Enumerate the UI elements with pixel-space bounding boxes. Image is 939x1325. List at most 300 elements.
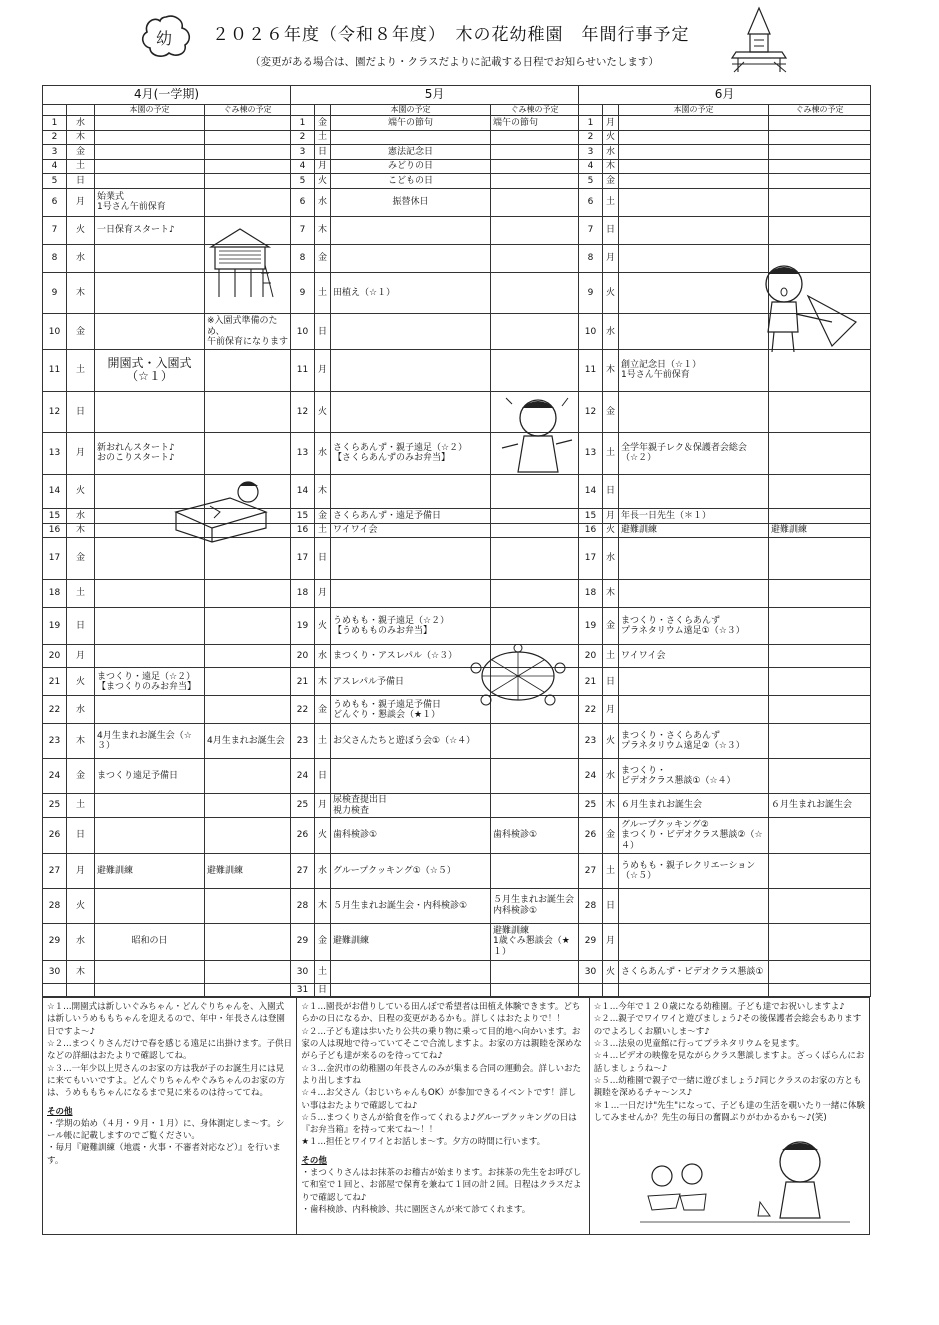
day-number: 3	[291, 145, 315, 160]
day-number: 25	[579, 793, 603, 817]
day-number: 5	[291, 174, 315, 189]
note-item: ☆１…今年で１２０歳になる幼稚園。子ども達でお祝いしますよ♪	[593, 1002, 845, 1012]
main-event	[331, 759, 491, 794]
day-number: 25	[291, 793, 315, 817]
main-event: うめもも・親子レクリエーション （☆５）	[619, 854, 769, 889]
main-event	[619, 314, 769, 350]
weekday: 土	[603, 644, 619, 668]
gumi-event	[491, 145, 579, 160]
weekday: 日	[67, 607, 95, 644]
weekday: 火	[67, 668, 95, 696]
weekday: 木	[67, 724, 95, 759]
weekday: 木	[67, 960, 95, 984]
day-number: 19	[43, 607, 67, 644]
day-number: 27	[579, 854, 603, 889]
weekday: 金	[315, 696, 331, 724]
main-event: 避難訓練	[619, 523, 769, 538]
calendar-row	[43, 145, 871, 160]
day-number: 28	[291, 888, 315, 923]
main-event	[619, 272, 769, 313]
day-number: 13	[291, 433, 315, 474]
weekday: 水	[315, 188, 331, 216]
day-number: 30	[43, 960, 67, 984]
gumi-event	[769, 116, 871, 131]
day-number: 10	[43, 314, 67, 350]
main-event	[95, 116, 205, 131]
col-main-may: 本園の予定	[331, 105, 491, 116]
gumi-event	[205, 391, 291, 432]
calendar-row	[43, 272, 871, 313]
weekday: 火	[67, 888, 95, 923]
day-number: 29	[291, 923, 315, 960]
main-event: こどもの日	[331, 174, 491, 189]
weekday: 水	[315, 644, 331, 668]
weekday: 火	[603, 724, 619, 759]
gumi-event	[205, 818, 291, 854]
gumi-event	[205, 174, 291, 189]
day-number: 24	[43, 759, 67, 794]
weekday: 金	[67, 538, 95, 579]
day-number: 21	[291, 668, 315, 696]
main-event	[95, 159, 205, 174]
main-event	[95, 960, 205, 984]
day-number: 13	[579, 433, 603, 474]
gumi-event	[769, 391, 871, 432]
notes-april-other-title: その他	[47, 1106, 73, 1117]
gumi-event	[769, 960, 871, 984]
day-number: 30	[579, 960, 603, 984]
day-number: 29	[579, 923, 603, 960]
day-number: 17	[43, 538, 67, 579]
main-event	[95, 888, 205, 923]
main-event	[331, 960, 491, 984]
weekday: 木	[603, 350, 619, 391]
main-event: まつくり・アスレパル（☆３）	[331, 644, 491, 668]
day-number: 12	[579, 391, 603, 432]
main-event	[331, 130, 491, 145]
main-event: 避難訓練	[331, 923, 491, 960]
day-number: 14	[43, 474, 67, 509]
main-event: まつくり・さくらあんず プラネタリウム遠足②（☆３）	[619, 724, 769, 759]
main-event: 避難訓練	[95, 854, 205, 889]
weekday: 日	[315, 538, 331, 579]
day-number: 2	[43, 130, 67, 145]
weekday: 火	[603, 130, 619, 145]
calendar-row	[43, 216, 871, 244]
main-event	[331, 350, 491, 391]
day-number: 18	[291, 579, 315, 607]
main-event	[619, 888, 769, 923]
gumi-event	[205, 188, 291, 216]
day-number: 2	[579, 130, 603, 145]
note-item: ☆３…金沢市の幼稚園の年長さんのみが集まる合同の運動会。詳しいおたより出しますね	[301, 1063, 582, 1086]
main-event	[619, 145, 769, 160]
stilt-house-illustration-icon	[205, 225, 275, 300]
day-number: 26	[43, 818, 67, 854]
weekday: 金	[67, 759, 95, 794]
weekday: 木	[67, 523, 95, 538]
day-number: 16	[291, 523, 315, 538]
day-number: 3	[43, 145, 67, 160]
calendar-row	[43, 888, 871, 923]
weekday: 金	[315, 116, 331, 131]
gumi-event: 避難訓練	[769, 523, 871, 538]
calendar-row	[43, 350, 871, 391]
main-event: グループクッキング② まつくり・ビデオクラス懇談②（☆４）	[619, 818, 769, 854]
calendar-row	[43, 668, 871, 696]
day-number: 7	[291, 216, 315, 244]
day-number: 25	[43, 793, 67, 817]
weekday: 水	[67, 116, 95, 131]
weekday: 土	[603, 433, 619, 474]
main-event	[619, 159, 769, 174]
main-event	[331, 216, 491, 244]
weekday: 金	[315, 244, 331, 272]
gumi-event	[205, 644, 291, 668]
main-event	[95, 607, 205, 644]
gumi-event	[491, 174, 579, 189]
day-number: 24	[579, 759, 603, 794]
note-item: ☆４…お父さん（おじいちゃんもOK）が参加できるイベントです！詳しい事はおたよりで確認してね♪	[301, 1088, 577, 1111]
calendar-row	[43, 696, 871, 724]
weekday: 土	[67, 793, 95, 817]
gumi-event	[491, 724, 579, 759]
weekday: 日	[67, 174, 95, 189]
day-number: 23	[291, 724, 315, 759]
day-number: 24	[291, 759, 315, 794]
note-item: ☆２…まつくりさんだけで春を感じる遠足に出掛けます。子供日などの詳細はおたよりで確認してね。	[47, 1038, 292, 1062]
weekday: 金	[603, 607, 619, 644]
empty-cell	[579, 984, 603, 997]
main-event: アスレパル予備日	[331, 668, 491, 696]
day-number: 17	[291, 538, 315, 579]
main-event: 全学年親子レク＆保護者会総会 （☆２）	[619, 433, 769, 474]
note-item: ☆３…一年少以上児さんのお家の方は我が子のお誕生月には見に来てもいいですよ。どんぐりちゃんやぐみちゃんのお家の方は、うめももちゃんになるまで見に来るのは待っててね。	[47, 1063, 286, 1099]
main-event: 端午の節句	[331, 116, 491, 131]
empty-cell	[619, 984, 769, 997]
weekday: 金	[603, 818, 619, 854]
day-number: 13	[43, 433, 67, 474]
calendar-row	[43, 854, 871, 889]
gumi-event	[491, 984, 579, 997]
weekday: 日	[603, 474, 619, 509]
weekday: 水	[67, 244, 95, 272]
main-event: ５月生まれお誕生会・内科検診①	[331, 888, 491, 923]
weekday: 月	[67, 188, 95, 216]
weekday: 金	[67, 314, 95, 350]
day-number: 1	[579, 116, 603, 131]
gumi-event	[205, 433, 291, 474]
gumi-event	[205, 696, 291, 724]
weekday: 日	[603, 888, 619, 923]
main-event	[95, 579, 205, 607]
notes-april	[43, 998, 297, 1234]
gumi-event	[769, 668, 871, 696]
day-number: 15	[43, 509, 67, 524]
weekday: 金	[315, 509, 331, 524]
child-box-illustration-icon	[170, 478, 270, 544]
calendar-row	[43, 130, 871, 145]
note-item: ・毎月『避難訓練（地震・火事・不審者対応など）』を行います。	[47, 1143, 281, 1166]
gumi-event	[769, 759, 871, 794]
main-event	[95, 130, 205, 145]
gumi-event	[205, 116, 291, 131]
gumi-event	[491, 538, 579, 579]
gumi-event: ５月生まれお誕生会 内科検診①	[491, 888, 579, 923]
day-number: 8	[579, 244, 603, 272]
gumi-event: 避難訓練 1歳ぐみ懇談会（★１）	[491, 923, 579, 960]
main-event: さくらあんず・ビデオクラス懇談①	[619, 960, 769, 984]
day-number: 9	[43, 272, 67, 313]
main-event: 創立記念日（☆１） 1号さん午前保育	[619, 350, 769, 391]
weekday: 火	[603, 523, 619, 538]
weekday: 月	[67, 433, 95, 474]
gumi-event	[491, 188, 579, 216]
empty-cell	[43, 984, 67, 997]
day-number: 9	[579, 272, 603, 313]
gumi-event	[205, 960, 291, 984]
note-item: ☆５…幼稚園で親子で一緒に遊びましょう♪同じクラスのお家の方とも親睦を深めるチャ～ンス♪	[593, 1075, 862, 1099]
main-event: グループクッキング①（☆５）	[331, 854, 491, 889]
main-event	[331, 984, 491, 997]
day-number: 1	[43, 116, 67, 131]
gumi-event	[491, 759, 579, 794]
weekday: 水	[603, 759, 619, 794]
main-event	[95, 818, 205, 854]
main-event: 4月生まれお誕生会（☆３）	[95, 724, 205, 759]
gumi-event	[769, 509, 871, 524]
main-event: うめもも・親子遠足（☆２） 【うめもものみお弁当】	[331, 607, 491, 644]
weekday: 木	[315, 474, 331, 509]
weekday: 水	[315, 854, 331, 889]
main-event	[619, 116, 769, 131]
calendar-row	[43, 724, 871, 759]
main-event	[619, 668, 769, 696]
day-number: 7	[43, 216, 67, 244]
col-gumi-may: ぐみ棟の予定	[491, 105, 579, 116]
note-item: ・まつくりさんはお抹茶のお稽古が始まります。お抹茶の先生をお呼びして和室で１回と、お部屋で保育を兼ねて１回の計２回。日程はクラスだよりで確認してね♪	[301, 1168, 582, 1203]
day-number: 16	[43, 523, 67, 538]
month-header-apr: 4月(一学期)	[43, 86, 291, 105]
main-event	[619, 579, 769, 607]
main-event: お父さんたちと遊ぼう会①（☆４）	[331, 724, 491, 759]
gumi-event	[769, 607, 871, 644]
calendar-row	[43, 523, 871, 538]
main-event	[619, 130, 769, 145]
day-number: 19	[291, 607, 315, 644]
calendar-row	[43, 474, 871, 509]
note-item: ☆４…ビデオの映像を見ながらクラス懇談しますよ。ざっくばらんにお話しましょうね～♪	[593, 1051, 865, 1074]
gumi-event	[205, 350, 291, 391]
day-number: 10	[579, 314, 603, 350]
weekday: 月	[603, 116, 619, 131]
main-event: ワイワイ会	[619, 644, 769, 668]
day-number: 17	[579, 538, 603, 579]
calendar-row	[43, 644, 871, 668]
gumi-event: 4月生まれお誕生会	[205, 724, 291, 759]
gumi-event	[205, 793, 291, 817]
main-event: 憲法記念日	[331, 145, 491, 160]
day-number: 11	[579, 350, 603, 391]
weekday: 月	[67, 854, 95, 889]
main-event: まつくり遠足予備日	[95, 759, 205, 794]
weekday: 木	[603, 579, 619, 607]
note-item: ☆１…園長がお借りしている田んぼで希望者は田植え体験できます。どちらかの日になるか、日程の変更があるかも。詳しくはおたよりで！！	[301, 1002, 581, 1025]
weekday: 火	[67, 216, 95, 244]
day-number: 20	[579, 644, 603, 668]
day-number: 23	[579, 724, 603, 759]
weekday: 木	[315, 216, 331, 244]
weekday: 木	[603, 159, 619, 174]
calendar-row	[43, 509, 871, 524]
weekday: 日	[603, 216, 619, 244]
weekday: 水	[603, 314, 619, 350]
day-number: 28	[43, 888, 67, 923]
month-header-jun: 6月	[579, 86, 871, 105]
gumi-event	[205, 538, 291, 579]
day-number: 4	[291, 159, 315, 174]
calendar-row	[43, 818, 871, 854]
weekday: 土	[67, 350, 95, 391]
gumi-event	[769, 159, 871, 174]
main-event	[95, 145, 205, 160]
note-item: ★１…担任とワイワイとお話しま～す。夕方の時間に行います。	[301, 1137, 546, 1148]
main-event	[331, 579, 491, 607]
day-number: 9	[291, 272, 315, 313]
calendar-row	[43, 579, 871, 607]
day-number: 30	[291, 960, 315, 984]
weekday: 土	[603, 188, 619, 216]
school-logo-icon	[140, 14, 192, 58]
calendar-row	[43, 793, 871, 817]
gumi-event	[205, 923, 291, 960]
main-event: みどりの日	[331, 159, 491, 174]
weekday: 火	[603, 960, 619, 984]
calendar-row	[43, 174, 871, 189]
main-event: 田植え（☆１）	[331, 272, 491, 313]
gumi-event	[491, 244, 579, 272]
gumi-event	[205, 607, 291, 644]
gumi-event	[491, 272, 579, 313]
weekday: 水	[315, 433, 331, 474]
note-item: ＊１…一日だけ"先生"になって、子ども達の生活を覗いたり一緒に体験してみませんか？先生の毎日の奮闘ぶりがわかるかも～♪(笑)	[593, 1100, 865, 1123]
gumi-event	[491, 854, 579, 889]
main-event: 尿検査提出日 視力検査	[331, 793, 491, 817]
note-item: ・歯科検診、内科検診、共に園医さんが来て診てくれます。	[301, 1205, 531, 1215]
calendar-row	[43, 433, 871, 474]
child-umbrella-illustration-icon	[752, 262, 860, 354]
gumi-event	[769, 433, 871, 474]
gumi-event	[769, 474, 871, 509]
children-playing-illustration-icon	[640, 1136, 850, 1228]
logo-text: 幼	[156, 29, 173, 48]
empty-cell	[95, 984, 205, 997]
gumi-event	[491, 509, 579, 524]
weekday: 土	[67, 159, 95, 174]
day-number: 14	[291, 474, 315, 509]
main-event	[95, 696, 205, 724]
main-event	[95, 538, 205, 579]
weekday: 水	[603, 538, 619, 579]
calendar-row	[43, 391, 871, 432]
day-number: 18	[43, 579, 67, 607]
main-event: ワイワイ会	[331, 523, 491, 538]
day-number: 20	[43, 644, 67, 668]
weekday: 火	[315, 174, 331, 189]
day-number: 15	[579, 509, 603, 524]
day-number: 2	[291, 130, 315, 145]
day-number: 12	[291, 391, 315, 432]
main-event: 歯科検診①	[331, 818, 491, 854]
calendar-row	[43, 960, 871, 984]
weekday: 木	[315, 888, 331, 923]
weekday: 火	[67, 474, 95, 509]
day-number: 31	[291, 984, 315, 997]
gumi-event	[491, 130, 579, 145]
main-event	[619, 538, 769, 579]
main-event: 始業式 1号さん午前保育	[95, 188, 205, 216]
col-main-apr: 本園の予定	[95, 105, 205, 116]
weekday: 日	[603, 668, 619, 696]
weekday: 土	[315, 960, 331, 984]
calendar-row	[43, 984, 871, 997]
main-event: さくらあんず・親子遠足（☆２） 【さくらあんずのみお弁当】	[331, 433, 491, 474]
day-number: 26	[579, 818, 603, 854]
main-event	[95, 391, 205, 432]
gumi-event	[205, 888, 291, 923]
day-number: 15	[291, 509, 315, 524]
main-event	[619, 174, 769, 189]
main-event	[95, 793, 205, 817]
gumi-event	[491, 216, 579, 244]
calendar-row	[43, 923, 871, 960]
main-event	[619, 696, 769, 724]
gumi-event: ※入園式準備のため、 午前保育になります	[205, 314, 291, 350]
gumi-event	[769, 923, 871, 960]
main-event	[95, 244, 205, 272]
gumi-event	[769, 724, 871, 759]
weekday: 日	[67, 818, 95, 854]
weekday: 月	[315, 350, 331, 391]
main-event	[619, 244, 769, 272]
weekday: 土	[315, 724, 331, 759]
day-number: 11	[291, 350, 315, 391]
day-number: 29	[43, 923, 67, 960]
main-event: 年長一日先生（＊１）	[619, 509, 769, 524]
main-event: まつくり・さくらあんず プラネタリウム遠足①（☆３）	[619, 607, 769, 644]
calendar-row	[43, 607, 871, 644]
gumi-event	[205, 145, 291, 160]
page-subtitle: （変更がある場合は、園だより・クラスだよりに記載する日程でお知らせいたします）	[250, 56, 659, 68]
main-event: まつくり・ ビデオクラス懇談①（☆４）	[619, 759, 769, 794]
calendar-row	[43, 314, 871, 350]
calendar-row	[43, 538, 871, 579]
day-number: 23	[43, 724, 67, 759]
main-event	[331, 314, 491, 350]
main-event	[619, 923, 769, 960]
main-event	[95, 174, 205, 189]
main-event: 振替休日	[331, 188, 491, 216]
calendar-row	[43, 244, 871, 272]
main-event	[95, 644, 205, 668]
calendar-row	[43, 759, 871, 794]
gumi-event	[769, 579, 871, 607]
gumi-event	[769, 145, 871, 160]
weekday: 木	[315, 668, 331, 696]
day-number: 28	[579, 888, 603, 923]
weekday: 日	[315, 984, 331, 997]
weekday: 木	[603, 793, 619, 817]
